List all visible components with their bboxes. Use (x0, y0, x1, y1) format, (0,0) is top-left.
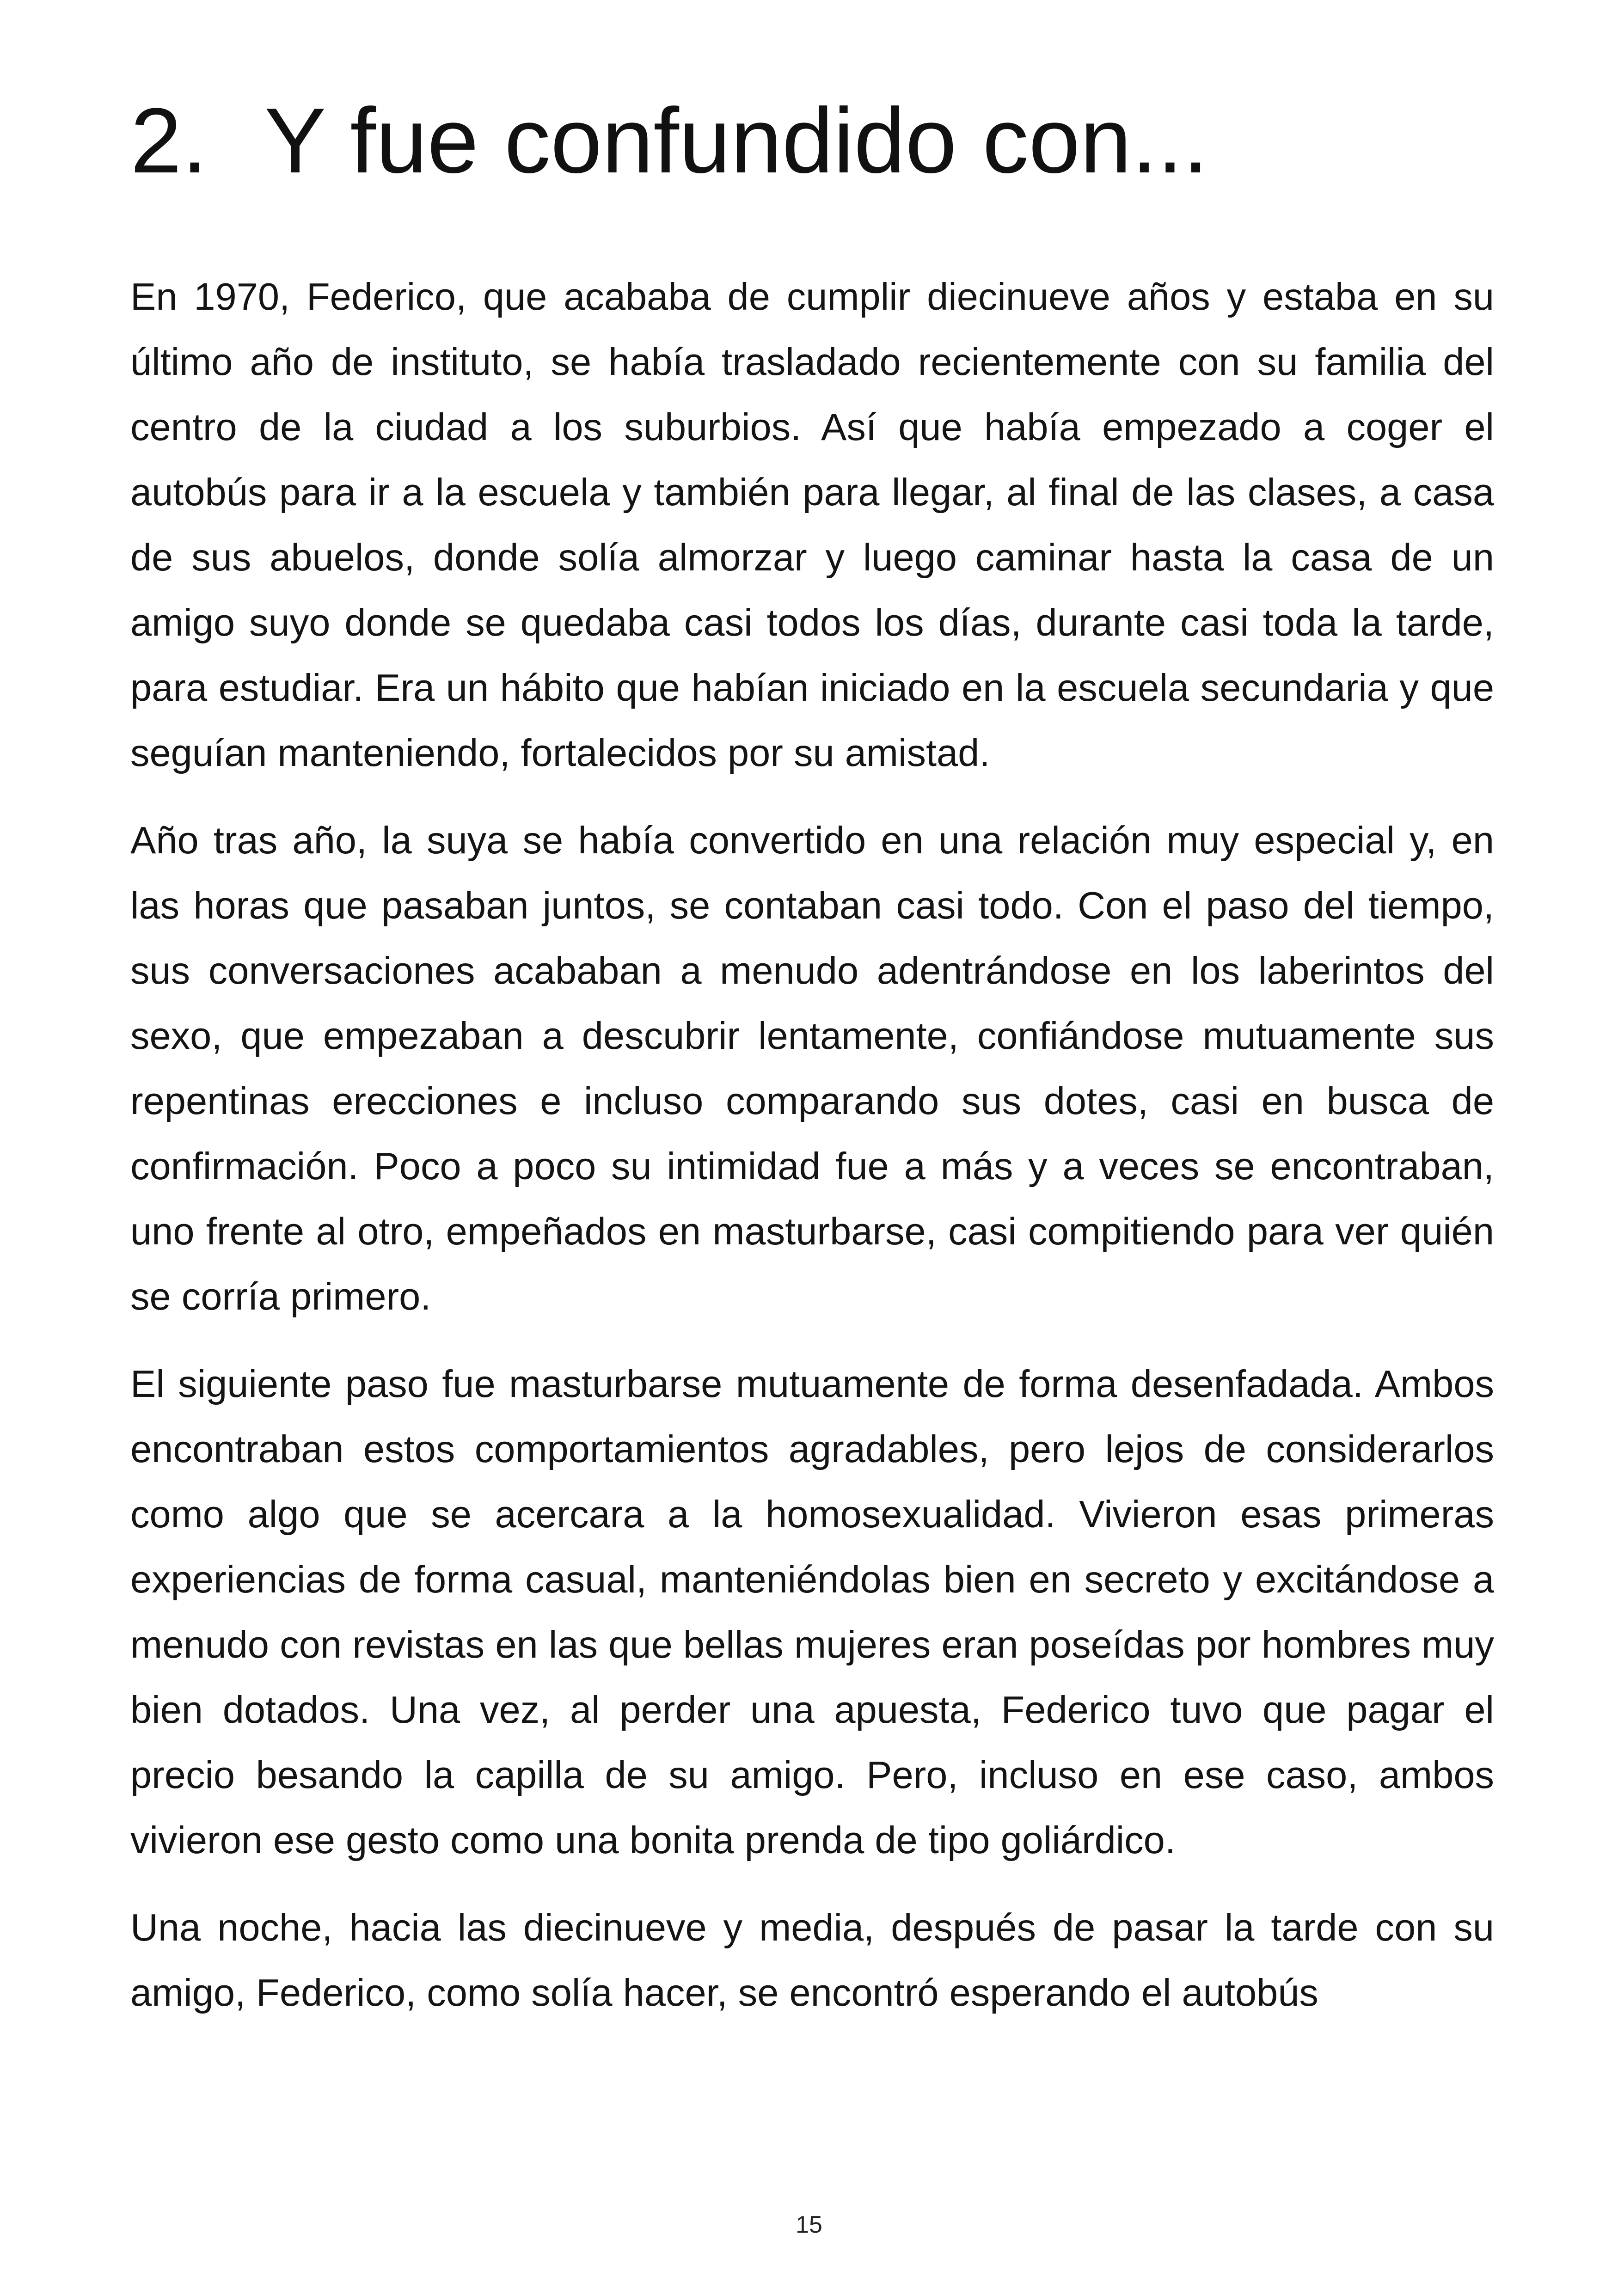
chapter-number: 2. (130, 89, 208, 192)
chapter-body (130, 264, 1494, 2047)
chapter-title: Y fue confundido con... (264, 89, 1209, 192)
paragraph: El siguiente paso fue masturbarse mutuamente de forma desenfadada. Ambos encontraban estos comportamientos agradables, pero lejos de considerarlos como algo que se acercara a la homosexualidad. Vivieron esas primeras experiencias de forma casual, manteniéndolas bien en secreto y excitándose a menudo con revistas en las que bellas mujeres eran poseídas por hombres muy bien dotados. Una vez, al perder una apuesta, Federico tuvo que pagar el precio besando la capilla de su amigo. Pero, incluso en ese caso, ambos vivieron ese gesto como una bonita prenda de tipo goliárdico. (130, 1362, 1494, 1861)
chapter-heading (130, 81, 1517, 201)
paragraph: Año tras año, la suya se había convertido en una relación muy especial y, en las horas que pasaban juntos, se contaban casi todo. Con el paso del tiempo, sus conversaciones acababan a menudo adentrándose en los laberintos del sexo, que empezaban a descubrir lentamente, confiándose mutuamente sus repentinas erecciones e incluso comparando sus dotes, casi en busca de confirmación. Poco a poco su intimidad fue a más y a veces se encontraban, uno frente al otro, empeñados en masturbarse, casi compitiendo para ver quién se corría primero. (130, 819, 1494, 1318)
page-number: 15 (796, 2211, 822, 2238)
paragraph: Una noche, hacia las diecinueve y media, después de pasar la tarde con su amigo, Federico, como solía hacer, se encontró esperando el autobús (130, 1906, 1494, 2014)
paragraph: En 1970, Federico, que acababa de cumplir diecinueve años y estaba en su último año de instituto, se había trasladado recientemente con su familia del centro de la ciudad a los suburbios. Así que había empezado a coger el autobús para ir a la escuela y también para llegar, al final de las clases, a casa de sus abuelos, donde solía almorzar y luego caminar hasta la casa de un amigo suyo donde se quedaba casi todos los días, durante casi toda la tarde, para estudiar. Era un hábito que habían iniciado en la escuela secundaria y que seguían manteniendo, fortalecidos por su amistad. (130, 275, 1494, 774)
